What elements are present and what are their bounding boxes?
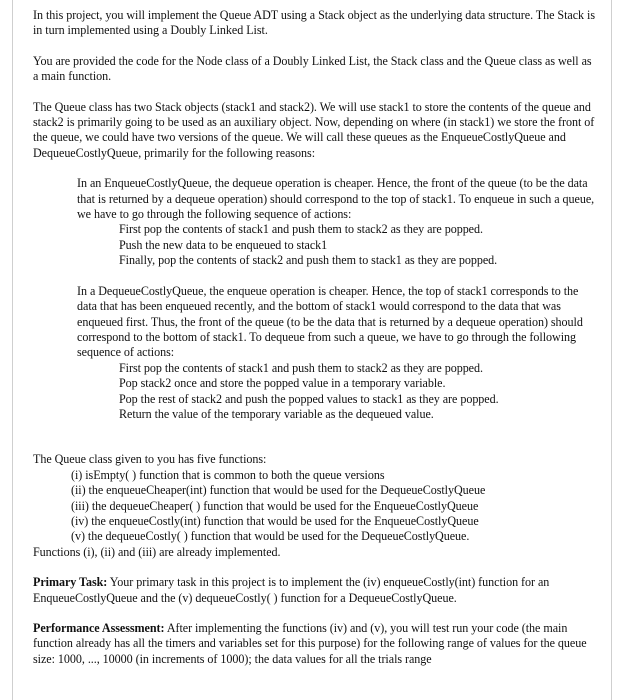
- intro-paragraph-2: You are provided the code for the Node class of a Doubly Linked List, the Stack class and the Queue class as well as a main function.: [33, 53, 592, 84]
- dequeue-costly-step: Pop stack2 once and store the popped value in a temporary variable.: [119, 376, 446, 391]
- function-item: (v) the dequeueCostly( ) function that would be used for the DequeueCostlyQueue.: [71, 529, 470, 544]
- functions-intro: The Queue class given to you has five functions:: [33, 452, 267, 467]
- function-item: (iii) the dequeueCheaper( ) function that would be used for the EnqueueCostlyQueue: [71, 498, 479, 513]
- primary-task-paragraph: [33, 575, 595, 606]
- dequeue-costly-step: Pop the rest of stack2 and push the popped values to stack1 as they are popped.: [119, 391, 499, 406]
- primary-task-label: Primary Task:: [33, 575, 108, 590]
- document-page: [12, 0, 612, 700]
- functions-outro: Functions (i), (ii) and (iii) are already implemented.: [33, 544, 281, 559]
- functions-section: [33, 452, 595, 560]
- dequeue-costly-step: First pop the contents of stack1 and push them to stack2 as they are popped.: [119, 360, 483, 375]
- enqueue-costly-section: [33, 176, 595, 268]
- dequeue-costly-section: [33, 284, 595, 423]
- intro-paragraph-1: In this project, you will implement the Queue ADT using a Stack object as the underlying data structure. The Stack is in turn implemented using a Doubly Linked List.: [33, 8, 595, 38]
- enqueue-costly-step: Finally, pop the contents of stack2 and push them to stack1 as they are popped.: [119, 253, 498, 268]
- enqueue-costly-description: In an EnqueueCostlyQueue, the dequeue operation is cheaper. Hence, the front of the queue (to be the data that is returned by a dequeue operation) should correspond to the top of stack1. To enqueue in such a queue, we have to go through the following sequence of actions:: [77, 176, 595, 222]
- performance-label: Performance Assessment:: [33, 621, 165, 635]
- performance-paragraph: [33, 621, 595, 667]
- dequeue-costly-step: Return the value of the temporary variable as the dequeued value.: [119, 406, 434, 421]
- function-item: (iv) the enqueueCostly(int) function that would be used for the EnqueueCostlyQueue: [71, 513, 479, 528]
- primary-task-text: Your primary task in this project is to implement the (iv) enqueueCostly(int) function for an EnqueueCostlyQueue and the (v) dequeueCostly( ) function for a DequeueCostlyQueue.: [33, 575, 550, 605]
- intro-paragraph-3: The Queue class has two Stack objects (stack1 and stack2). We will use stack1 to store the contents of the queue and stack2 is primarily going to be used as an auxiliary object. Now, depending on where (in stack1) we store the front of the queue, we could have two versions of the queue. We will call these queues as the EnqueueCostlyQueue and DequeueCostlyQueue, primarily for the following reasons:: [33, 99, 595, 160]
- enqueue-costly-step: First pop the contents of stack1 and push them to stack2 as they are popped.: [119, 222, 483, 237]
- enqueue-costly-step: Push the new data to be enqueued to stack1: [119, 237, 328, 252]
- dequeue-costly-description: In a DequeueCostlyQueue, the enqueue operation is cheaper. Hence, the top of stack1 corresponds to the data that has been enqueued recently, and the bottom of stack1 would correspond to the data that was enqueued first. Thus, the front of the queue (to be the data that is returned by a dequeue operation) should correspond to the bottom of stack1. To dequeue from such a queue, we have to go through the following sequence of actions:: [77, 283, 583, 360]
- function-item: (i) isEmpty( ) function that is common to both the queue versions: [71, 467, 385, 482]
- performance-text: After implementing the functions (iv) and (v), you will test run your code (the main function already has all the timers and variables set for this purpose) for the following range of values for the queue size: 1000, ..., 10000 (in increments of 1000); the data values for all the trials range: [33, 621, 587, 666]
- function-item: (ii) the enqueueCheaper(int) function that would be used for the DequeueCostlyQueue: [71, 483, 486, 498]
